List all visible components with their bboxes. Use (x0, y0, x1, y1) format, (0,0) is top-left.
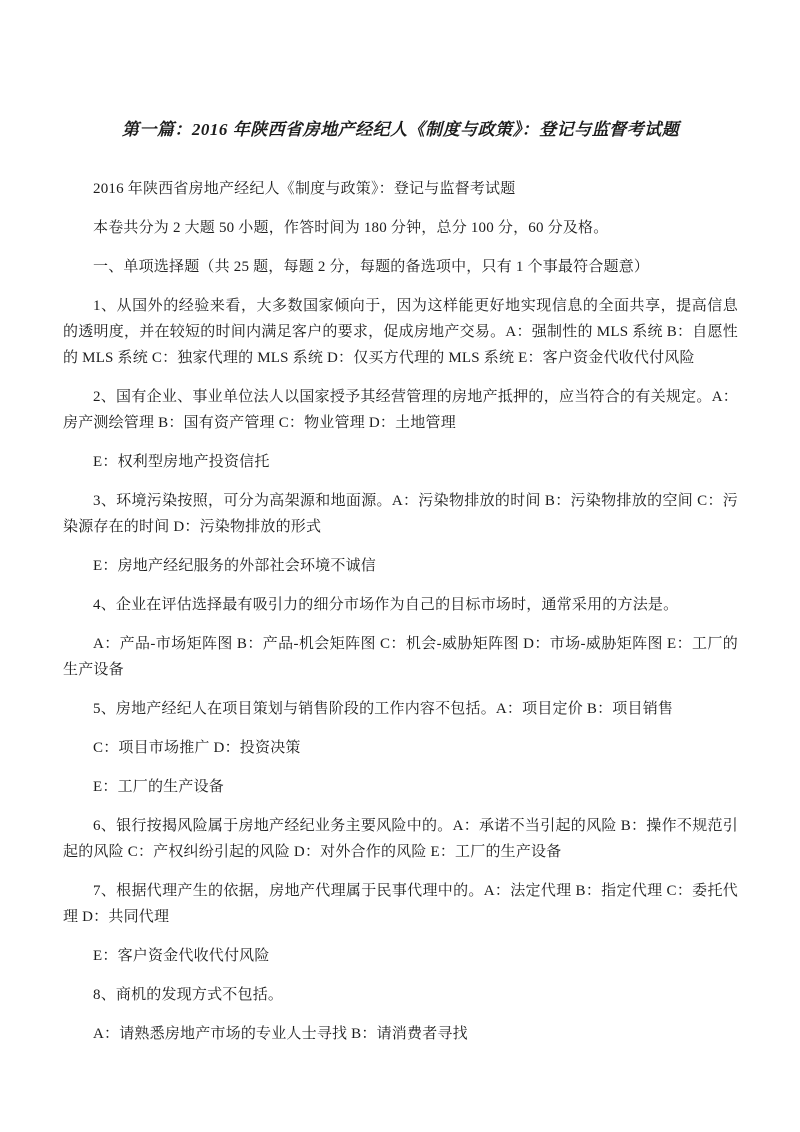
question-4: 4、企业在评估选择最有吸引力的细分市场作为自己的目标市场时，通常采用的方法是。 (93, 597, 679, 613)
question-7-option-e: E：客户资金代收代付风险 (93, 948, 270, 964)
question-5: 5、房地产经纪人在项目策划与销售阶段的工作内容不包括。A：项目定价 B：项目销售 (93, 701, 674, 717)
document-title: 第一篇：2016 年陕西省房地产经纪人《制度与政策》：登记与监督考试题 (121, 120, 680, 139)
question-3: 3、环境污染按照，可分为高架源和地面源。A：污染物排放的时间 B：污染物排放的空间 C：污染源存在的时间 D：污染物排放的形式 (63, 493, 738, 535)
question-8: 8、商机的发现方式不包括。 (93, 987, 284, 1003)
question-5-options-cd: C：项目市场推广 D：投资决策 (93, 740, 301, 756)
question-2-option-e: E：权利型房地产投资信托 (93, 454, 270, 470)
question-1: 1、从国外的经验来看，大多数国家倾向于，因为这样能更好地实现信息的全面共享，提高信息的透明度，并在较短的时间内满足客户的要求，促成房地产交易。A：强制性的 MLS 系统 B：自愿性的 MLS 系统 C：独家代理的 MLS 系统 D：仅买方代理的 MLS 系统 E：客户资金代收代付风险 (63, 298, 738, 366)
question-7: 7、根据代理产生的依据，房地产代理属于民事代理中的。A：法定代理 B：指定代理 C：委托代理 D：共同代理 (63, 883, 738, 925)
question-3-option-e: E：房地产经纪服务的外部社会环境不诚信 (93, 558, 376, 574)
question-8-options-ab: A：请熟悉房地产市场的专业人士寻找 B：请消费者寻找 (93, 1026, 468, 1042)
question-5-option-e: E：工厂的生产设备 (93, 779, 224, 795)
paragraph-subtitle: 2016 年陕西省房地产经纪人《制度与政策》：登记与监督考试题 (93, 181, 516, 197)
paragraph-exam-summary: 本卷共分为 2 大题 50 小题，作答时间为 180 分钟，总分 100 分，60 分及格。 (93, 220, 609, 236)
section-heading-single-choice: 一、单项选择题（共 25 题，每题 2 分，每题的备选项中，只有 1 个事最符合题意） (93, 259, 650, 275)
question-4-options: A：产品-市场矩阵图 B：产品-机会矩阵图 C：机会-威胁矩阵图 D：市场-威胁矩阵图 E：工厂的生产设备 (63, 636, 738, 678)
question-2: 2、国有企业、事业单位法人以国家授予其经营管理的房地产抵押的，应当符合的有关规定。A：房产测绘管理 B：国有资产管理 C：物业管理 D：土地管理 (63, 389, 738, 431)
question-6: 6、银行按揭风险属于房地产经纪业务主要风险中的。A：承诺不当引起的风险 B：操作不规范引起的风险 C：产权纠纷引起的风险 D：对外合作的风险 E：工厂的生产设备 (63, 818, 738, 860)
